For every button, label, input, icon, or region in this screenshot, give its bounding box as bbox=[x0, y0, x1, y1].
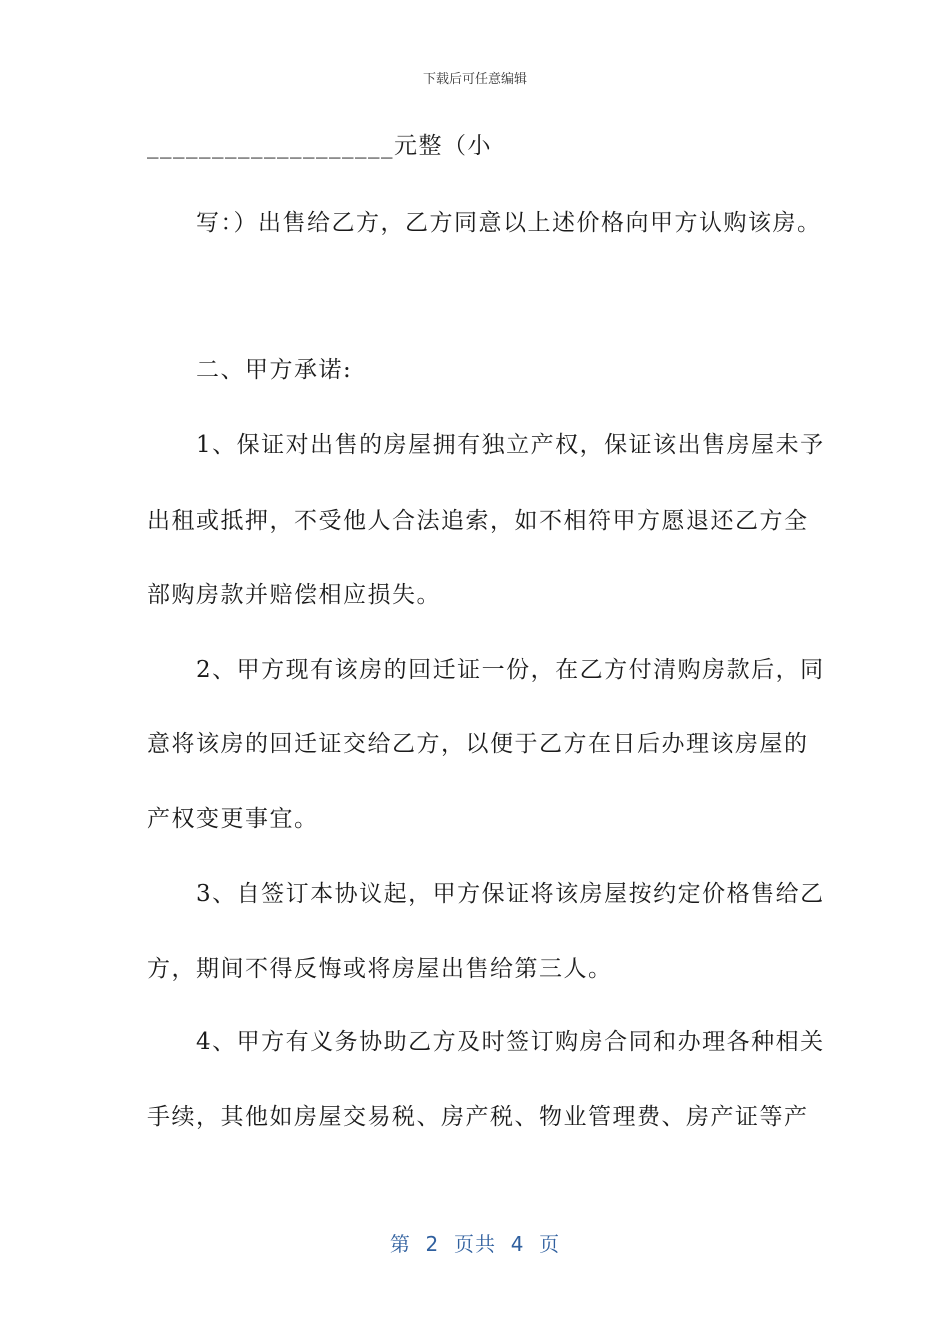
page-number: 第 2 页共 4 页 bbox=[389, 1232, 561, 1256]
text-line: 写：）出售给乙方，乙方同意以上述价格向甲方认购该房。 bbox=[147, 210, 822, 236]
header-note: 下载后可任意编辑 bbox=[422, 72, 527, 87]
text-line: 4、甲方有义务协助乙方及时签订购房合同和办理各种相关 bbox=[147, 1029, 825, 1055]
text-line: 方，期间不得反悔或将房屋出售给第三人。 bbox=[147, 956, 613, 982]
text-line: ___________________元整（小 bbox=[147, 133, 492, 159]
text-line: 手续，其他如房屋交易税、房产税、物业管理费、房产证等产 bbox=[147, 1104, 809, 1130]
text-line: 产权变更事宜。 bbox=[147, 806, 319, 832]
section-heading: 二、甲方承诺: bbox=[147, 357, 353, 383]
text-line: 2、甲方现有该房的回迁证一份，在乙方付清购房款后，同 bbox=[147, 657, 825, 683]
text-line: 3、自签订本协议起，甲方保证将该房屋按约定价格售给乙 bbox=[147, 881, 825, 907]
text-line: 出租或抵押，不受他人合法追索，如不相符甲方愿退还乙方全 bbox=[147, 508, 809, 534]
text-line: 部购房款并赔偿相应损失。 bbox=[147, 582, 441, 608]
text-line: 1、保证对出售的房屋拥有独立产权，保证该出售房屋未予 bbox=[147, 432, 825, 458]
text-line: 意将该房的回迁证交给乙方，以便于乙方在日后办理该房屋的 bbox=[147, 731, 809, 757]
